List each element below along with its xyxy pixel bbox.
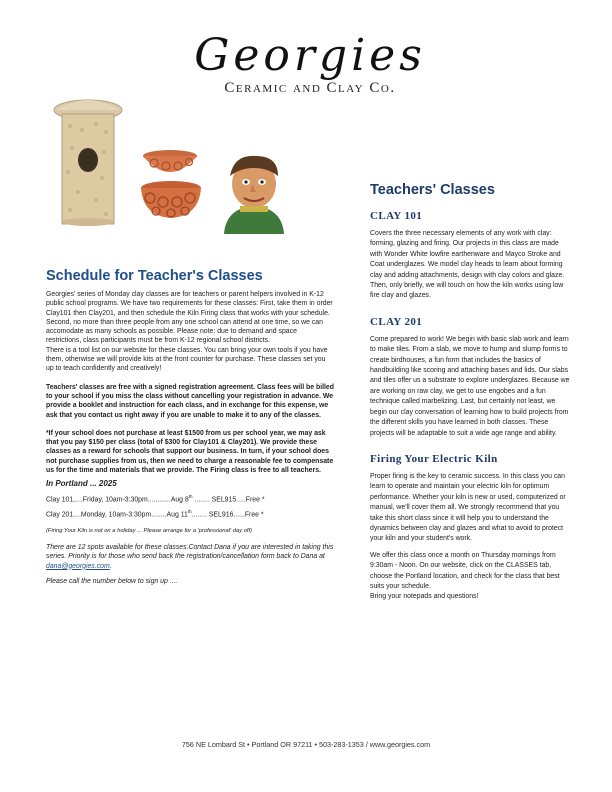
birdhouse-image: [52, 96, 124, 228]
clay-201-schedule-line: Clay 201....Monday, 10am-3:30pm........Aug 11th........ SEL916......Free *: [46, 508, 264, 518]
clay-201-description: Come prepared to work! We begin with basic slab work and learn to make tiles. From a slab, we move to hump and slump forms to create birdhouses, a fun form that includes the basics of handbuilding like scoring and attaching bases and lids. Our slabs and tiles offer us a substrate to explore underglazes. Because we are working on raw clay, we get to use engobes and a fun technique called marbelizing. Last, but certainly not least, we begin our clay conversation of learning how to build projects from the different skills you have learned in both classes. These projects will be adaptable to suit a wide age range and ability.: [370, 335, 570, 437]
portland-schedule-heading: In Portland ... 2025: [46, 479, 117, 489]
logo-script-text: Georgies: [194, 30, 426, 81]
logo-subtitle: Ceramic and Clay Co.: [224, 80, 396, 96]
kiln-firing-heading: Firing Your Electric Kiln: [370, 452, 498, 465]
clay-101-description: Covers the three necessary elements of any work with clay: forming, glazing and firing. Our projects in this class are made with Wonder White lowfire earthenware and Mayco Stroke and Coat underglazes. We model clay heads to learn about forming clay and adding attachments, design with clay colors and glaze. Then, only briefly, we will touch on how the kiln works using low fire clay and glazes.: [370, 230, 565, 300]
footer-contact-line: 756 NE Lombard St • Portland OR 97211 • 503-283-1353 / www.georgies.com: [181, 740, 431, 749]
teachers-classes-column: [370, 182, 570, 603]
purchase-requirement-paragraph: *If your school does not purchase at least $1500 from us per school year, we may ask that you pay $150 per class (total of $300 for Clay101 & Clay201). We provide these classes as a reward for schools that support our business. In turn, if your school does not purchase supplies from us, then we need to charge a reasonable fee to compensate us for the time and materials that we provide. The Firing class is free to all teachers.: [46, 429, 334, 475]
teachers-classes-title: Teachers' Classes: [370, 182, 495, 198]
tools-paragraph: There is a tool list on our website for these classes. You can bring your own tools if you have them, otherwise we will provide kits at the front counter for purchase. These classes set you up to teach confidently and creatively!: [46, 346, 328, 373]
clay-101-heading: CLAY 101: [370, 210, 423, 222]
clay-101-schedule-line: Clay 101.....Friday, 10am-3:30pm............Aug 8th ........ SEL915.....Free *: [46, 494, 265, 504]
coil-bowl-image: [140, 148, 200, 180]
kiln-firing-closing: Bring your notepads and questions!: [370, 593, 479, 601]
schedule-intro-paragraph: Georgies' series of Monday clay classes are for teachers or parent helpers involved in K-12 public school programs. We have two requirements for these classes: First, take them in order Clay101 then Clay201, and then schedule the Kiln Firing class that works with your schedule. Second, no more than three people from any one school can attend at one time, so we can accomodate as many schools as possible. Please note: due to demand and space restrictions, class participants must be from K-12 regional school districts.: [46, 291, 333, 345]
teacher-schedule-column: [46, 268, 334, 585]
georgies-logo: [190, 30, 430, 97]
kiln-holiday-note: (Firing Your Kiln is not on a holiday ... Please arrange for a 'professional' day off): [46, 527, 253, 534]
call-to-sign-up-note: Please call the number below to sign up ....: [46, 577, 178, 585]
clay-head-bust-image: [216, 150, 292, 234]
schedule-title: Schedule for Teacher's Classes: [46, 268, 263, 284]
spiral-basket-image: [138, 178, 204, 220]
clay-201-heading: CLAY 201: [370, 315, 423, 328]
dana-email-link[interactable]: dana@georgies.com: [46, 562, 110, 570]
kiln-firing-description: Proper firing is the key to ceramic success. In this class you can learn to operate and maintain your electric kiln for optimum performance. Whether your kiln is new or used, computerized or manual, we'll cover them all. We strongly recommend that you take this short class since it will help you to understand the dynamics between clay and glazes and what to avoid to protect your kiln and your student's work.: [370, 472, 566, 543]
spots-available-paragraph: There are 12 spots available for these classes.Contact Dana if you are interested in taking this series. Priority is for those who send back the registration/cancellation form back to Dana at dana@georgies.com.: [46, 543, 334, 570]
free-classes-paragraph: Teachers' classes are free with a signed registration agreement. Class fees will be billed to your school if you miss the class without cancelling your registration in advance. We provide a booklet and instruction for each class, and in exchange for this expense, we ask that you contact us right away if you are unable to make it to any of the classes.: [46, 383, 334, 419]
kiln-firing-schedule: We offer this class once a month on Thursday mornings from 9:30am - Noon. On our website, click on the CLASSES tab, choose the Portland location, and check for the class that best suits your schedule.: [370, 551, 560, 590]
